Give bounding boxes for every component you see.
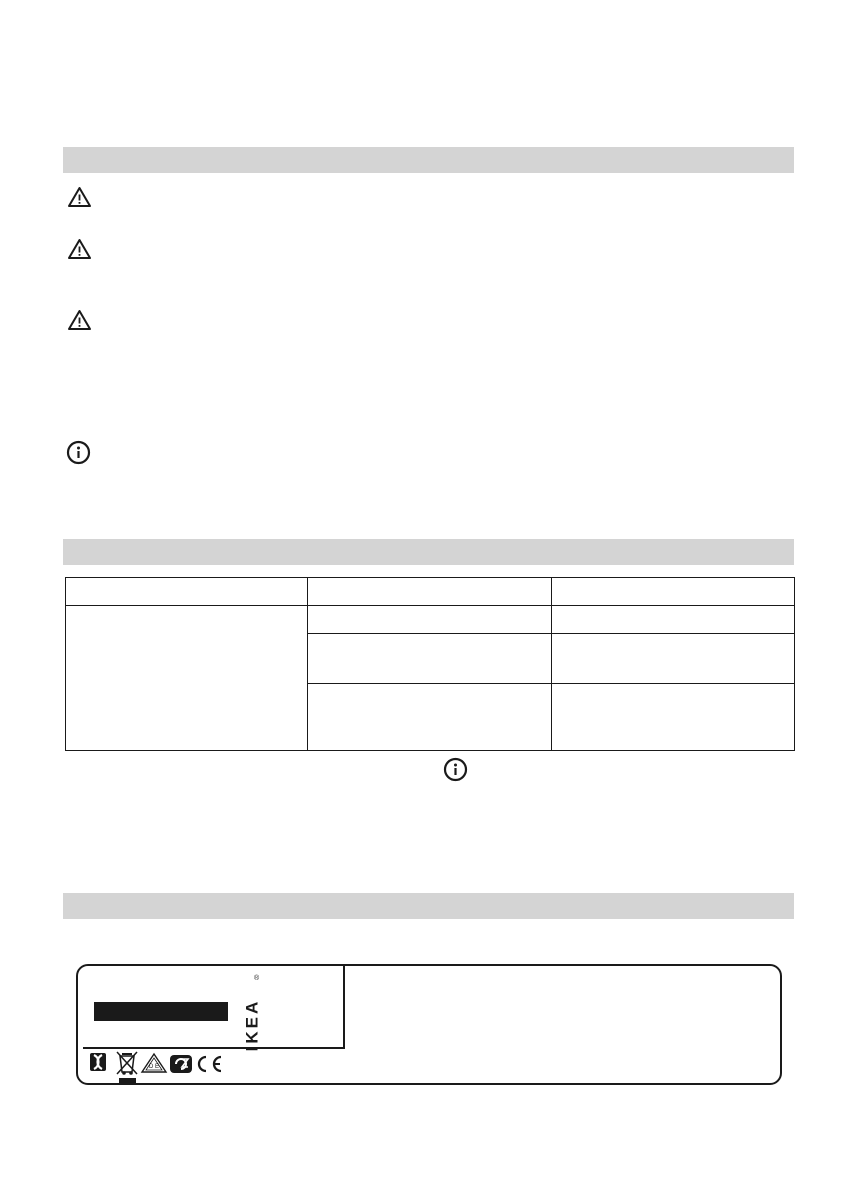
gas-safety-icon [170, 1055, 192, 1073]
weee-crossed-bin-icon [117, 1052, 137, 1083]
section-header-bar [63, 539, 794, 565]
warning-triangle-icon [67, 238, 92, 260]
table-row [66, 606, 795, 634]
table-header-row [66, 578, 795, 606]
section-header-bar [63, 893, 794, 919]
warning-triangle-icon [67, 309, 92, 331]
table-header-cell [308, 578, 552, 606]
electrolux-logo [90, 1053, 106, 1071]
table-cell [66, 606, 308, 751]
model-bar [94, 1002, 228, 1021]
info-circle-icon [443, 757, 468, 782]
table-cell [552, 683, 795, 750]
table-cell [308, 683, 552, 750]
section-header-bar [63, 147, 794, 173]
table-cell [552, 634, 795, 683]
table-cell [308, 634, 552, 683]
certification-marks [88, 1050, 238, 1084]
table-cell [308, 606, 552, 634]
safety-triangle-icon [142, 1054, 166, 1072]
brand-logo: IKEA [242, 998, 262, 1052]
warning-triangle-icon [67, 186, 92, 208]
table-header-cell [66, 578, 308, 606]
info-circle-icon [66, 440, 91, 465]
registered-mark: ® [254, 975, 260, 982]
data-table [65, 577, 795, 751]
ce-mark [199, 1057, 221, 1071]
svg-text:D E: D E [148, 1064, 160, 1070]
table-header-cell [552, 578, 795, 606]
table-cell [552, 606, 795, 634]
